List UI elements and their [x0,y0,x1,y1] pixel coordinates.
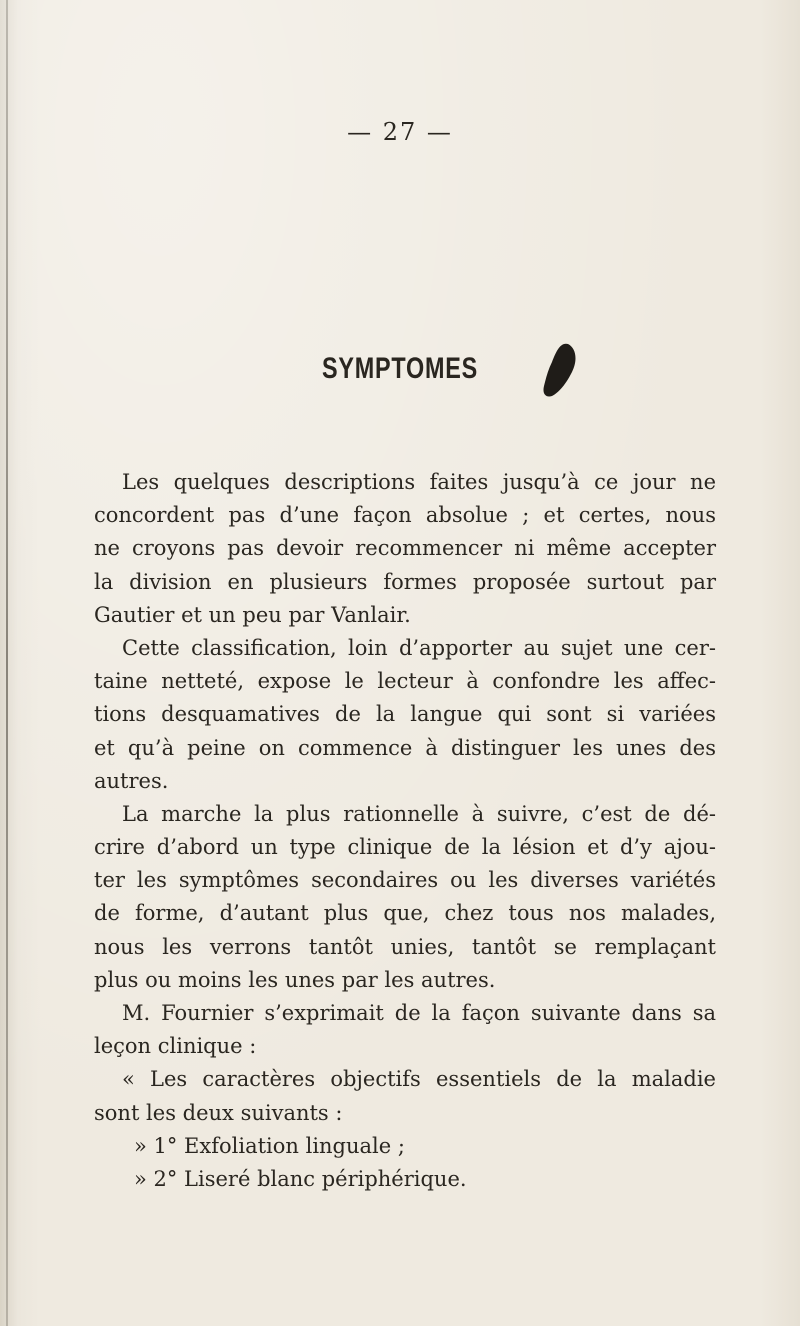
text-line: de forme, d’autant plus que, chez tous nos malades, [94,901,716,926]
text-line: « Les caractères objectifs essentiels de la maladie [122,1067,716,1092]
text-line: crire d’abord un type clinique de la lésion et d’y ajou- [94,835,716,860]
text-line: et qu’à peine on commence à distinguer les unes des [94,735,716,760]
text-line: La marche la plus rationnelle à suivre, c’est de dé- [122,801,716,826]
text-line: taine netteté, expose le lecteur à confondre les affec- [94,669,716,694]
page-number: — 27 — [347,118,453,146]
ink-blot-icon [538,342,578,398]
text-line: » 2° Liseré blanc périphérique. [134,1166,467,1191]
text-line: Les quelques descriptions faites jusqu’à ce jour ne [122,470,716,494]
text-line: sont les deux suivants : [94,1100,343,1125]
text-line: leçon clinique : [94,1034,257,1059]
text-line: concordent pas d’une façon absolue ; et certes, nous [94,503,716,528]
text-line: tions desquamatives de la langue qui sont si variées [94,702,716,727]
page-spine-shadow [6,0,8,1326]
text-line: ter les symptômes secondaires ou les diverses variétés [94,868,716,893]
text-line: la division en plusieurs formes proposée surtout par [94,569,716,594]
body-text [94,466,716,1196]
text-line: Gautier et un peu par Vanlair. [94,602,411,627]
text-line: autres. [94,768,169,793]
text-line: ne croyons pas devoir recommencer ni même accepter [94,536,716,561]
text-line: M. Fournier s’exprimait de la façon suivante dans sa [122,1001,716,1025]
text-line: nous les verrons tantôt unies, tantôt se remplaçant [94,934,716,959]
text-line: plus ou moins les unes par les autres. [94,967,496,992]
text-line: Cette classification, loin d’apporter au sujet une cer- [122,635,716,660]
text-line: » 1° Exfoliation linguale ; [134,1133,405,1158]
section-heading: SYMPTOMES [321,352,479,385]
